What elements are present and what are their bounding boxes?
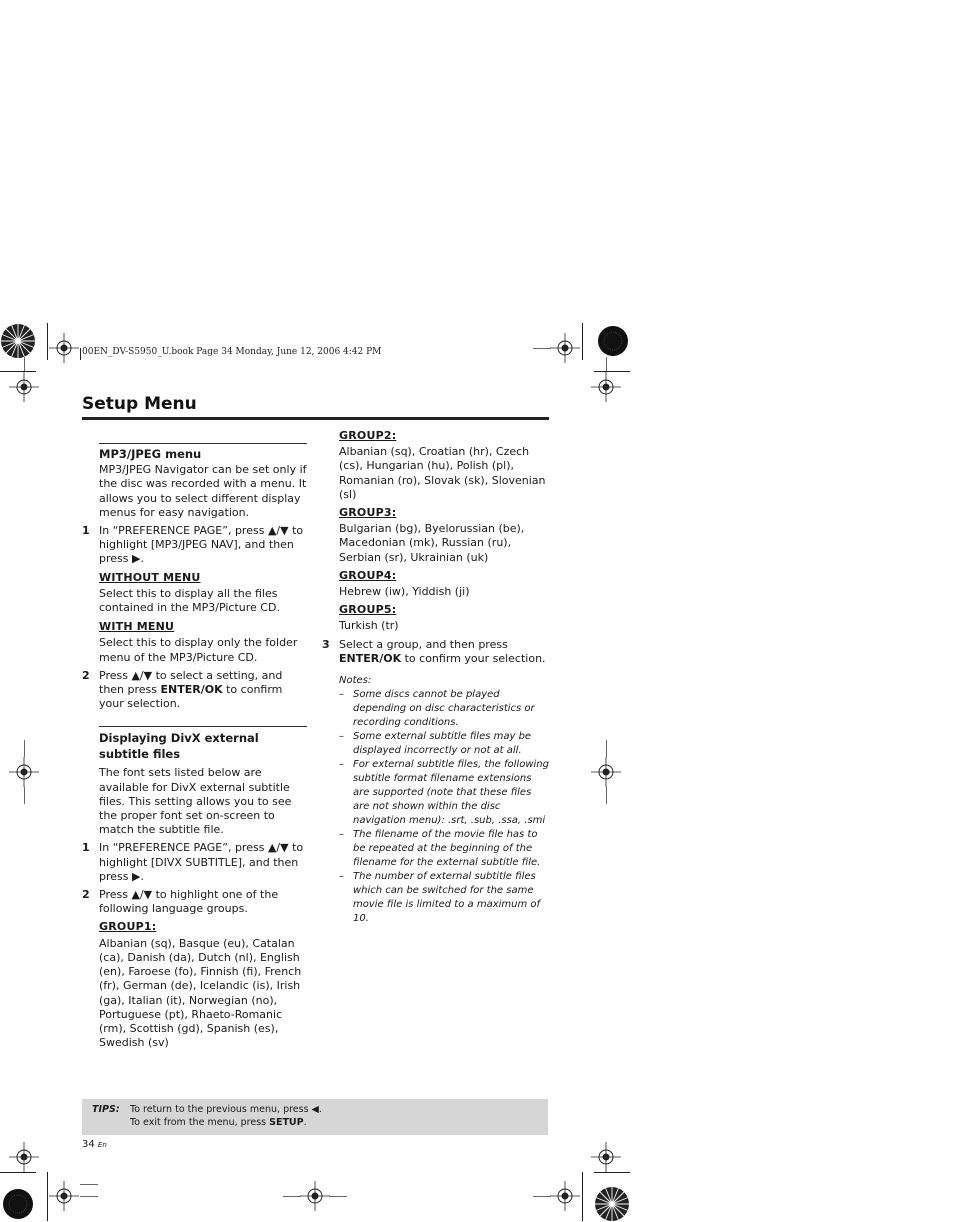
- registration-dot-icon: [595, 323, 631, 359]
- book-header-line: 00EN_DV-S5950_U.book Page 34 Monday, June 12, 2006 4:42 PM: [82, 347, 382, 357]
- right-column: [322, 429, 549, 926]
- divx-intro-text: The font sets listed below are available for DivX external subtitle files. This setting allows you to see the proper font set on-screen to match the subtitle file.: [99, 766, 292, 837]
- mp3-intro-text: MP3/JPEG Navigator can be set only if the disc was recorded with a menu. It allows you to select different display menus for easy navigation.: [99, 463, 307, 519]
- group3-languages: Bulgarian (bg), Byelorussian (be), Macedonian (mk), Russian (ru), Serbian (sr), Ukrainian (uk): [339, 522, 525, 564]
- crosshair-icon: [591, 372, 621, 402]
- group2-languages: Albanian (sq), Croatian (hr), Czech (cs), Hungarian (hu), Polish (pl), Romanian (ro), Slovak (sk), Slovenian (sl): [339, 445, 546, 501]
- divx-subtitle-heading: Displaying DivX external subtitle files: [99, 726, 307, 762]
- crosshair-icon: [550, 333, 580, 363]
- group5-languages: Turkish (tr): [339, 619, 399, 633]
- group4-languages: Hebrew (iw), Yiddish (ji): [339, 585, 470, 599]
- crosshair-icon: [9, 372, 39, 402]
- crosshair-icon: [49, 333, 79, 363]
- crosshair-icon: [9, 757, 39, 787]
- registration-dot-icon: [0, 1186, 36, 1222]
- note-item: [339, 870, 549, 926]
- step-number: 1: [82, 524, 90, 538]
- note-text: For external subtitle files, the following subtitle format filename extensions are supported (note that these files are not shown within the disc navigation menu): .srt, .sub, .ssa, .smi: [353, 759, 549, 827]
- note-item: [339, 828, 549, 870]
- title-rule: [82, 417, 549, 420]
- group4-label: GROUP4:: [339, 568, 397, 582]
- step-3: [322, 638, 549, 666]
- step-text-post: to confirm your selection.: [401, 651, 546, 665]
- note-item: [339, 758, 549, 828]
- note-dash: –: [339, 871, 344, 883]
- note-item: [339, 730, 549, 758]
- enter-ok-key-label: ENTER/OK: [160, 683, 223, 697]
- step-number: 2: [82, 668, 90, 682]
- note-dash: –: [339, 829, 344, 841]
- step-text-pre: Press ▲/▼ to select a setting, and then press: [99, 668, 283, 697]
- group1-languages: Albanian (sq), Basque (eu), Catalan (ca), Danish (da), Dutch (nl), English (en), Faroese (fo), Finnish (fi), French (fr), German (de), Icelandic (is), Irish (ga), Italian (it), Norwegian (no), Portuguese (pt), Rhaeto-Romanic (rm), Scottish (gd), Spanish (es), Swedish (sv): [99, 936, 302, 1050]
- left-column: [82, 443, 307, 1050]
- page-number-value: 34: [82, 1139, 95, 1150]
- note-dash: –: [339, 731, 344, 743]
- step-text-pre: Select a group, and then press: [339, 637, 508, 651]
- with-menu-text: Select this to display only the folder menu of the MP3/Picture CD.: [99, 636, 298, 664]
- tips-line-2-pre: To exit from the menu, press: [130, 1117, 270, 1128]
- crosshair-icon: [591, 1142, 621, 1172]
- note-text: The number of external subtitle files which can be switched for the same movie file is limited to a maximum of 10.: [353, 871, 541, 925]
- crosshair-icon: [550, 1181, 580, 1211]
- setup-key-label: SETUP: [269, 1117, 304, 1128]
- tips-line-2: [130, 1116, 322, 1129]
- crosshair-icon: [9, 1142, 39, 1172]
- tips-label: TIPS:: [92, 1104, 120, 1115]
- note-text: Some discs cannot be played depending on disc characteristics or recording conditions.: [353, 689, 535, 729]
- step-number: 1: [82, 841, 90, 855]
- crosshair-icon: [300, 1181, 330, 1211]
- step-text-post: to confirm your selection.: [99, 683, 283, 711]
- page-title: Setup Menu: [82, 394, 197, 414]
- notes-block: [322, 674, 549, 926]
- note-text: Some external subtitle files may be displayed incorrectly or not at all.: [353, 731, 532, 757]
- note-item: [339, 688, 549, 730]
- step-1: [82, 524, 307, 567]
- group1-label: GROUP1:: [99, 920, 157, 934]
- step-number: 2: [82, 888, 90, 902]
- enter-ok-key-label: ENTER/OK: [339, 651, 402, 665]
- note-text: The filename of the movie file has to be repeated at the beginning of the filename for the external subtitle file.: [353, 829, 541, 869]
- step-text: In “PREFERENCE PAGE”, press ▲/▼ to highlight [DIVX SUBTITLE], and then press ▶.: [99, 841, 304, 883]
- crosshair-icon: [591, 757, 621, 787]
- without-menu-label: WITHOUT MENU: [99, 570, 201, 584]
- divx-step-2: [82, 888, 307, 916]
- mp3-jpeg-heading: MP3/JPEG menu: [99, 443, 307, 461]
- tips-line-1: To return to the previous menu, press ◀.: [130, 1104, 322, 1115]
- registration-star-icon: [594, 1186, 630, 1222]
- with-menu-label: WITH MENU: [99, 620, 175, 634]
- step-text: Press ▲/▼ to highlight one of the following language groups.: [99, 888, 279, 916]
- group5-label: GROUP5:: [339, 603, 397, 617]
- crosshair-icon: [49, 1181, 79, 1211]
- note-dash: –: [339, 759, 344, 771]
- group2-label: GROUP2:: [339, 429, 397, 442]
- group3-label: GROUP3:: [339, 506, 397, 520]
- step-2: [82, 669, 307, 712]
- notes-label: Notes:: [339, 675, 372, 687]
- page-language: En: [97, 1141, 107, 1149]
- divx-step-1: [82, 841, 307, 884]
- page-number: [82, 1139, 107, 1150]
- tips-text: [130, 1103, 322, 1129]
- tips-line-2-post: .: [303, 1117, 307, 1128]
- without-menu-text: Select this to display all the files contained in the MP3/Picture CD.: [99, 586, 280, 615]
- step-number: 3: [322, 637, 330, 651]
- step-text: In “PREFERENCE PAGE”, press ▲/▼ to highlight [MP3/JPEG NAV], and then press ▶.: [99, 524, 304, 566]
- tips-box: [82, 1099, 548, 1135]
- registration-star-icon: [0, 323, 36, 359]
- note-dash: –: [339, 689, 344, 701]
